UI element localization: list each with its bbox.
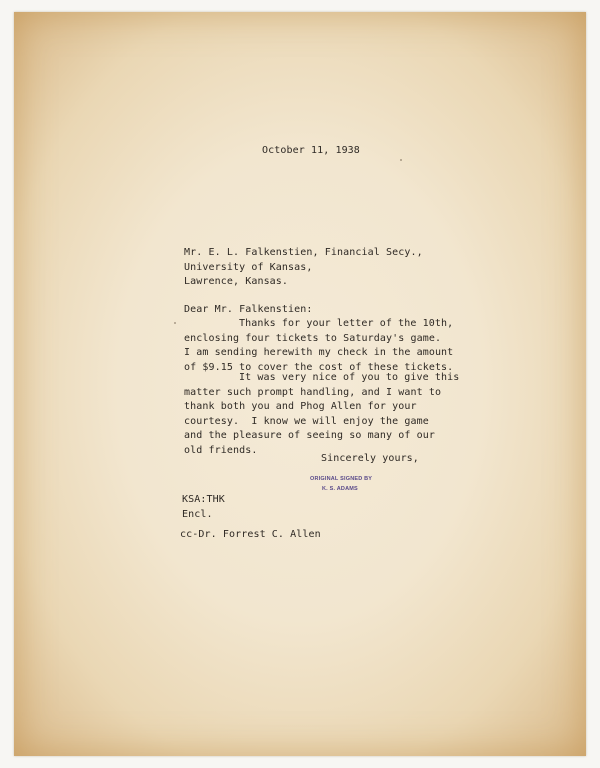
paragraph-line: of $9.15 to cover the cost of these tickets. [184, 361, 454, 373]
paper-speck [400, 159, 402, 161]
address-line: Lawrence, Kansas. [184, 276, 289, 287]
paragraph-line: old friends. [184, 444, 258, 456]
address-line: University of Kansas, [184, 261, 313, 273]
letter-date: October 11, 1938 [262, 145, 360, 156]
paragraph-line: enclosing four tickets to Saturday's game. [184, 332, 442, 344]
reference-initials: KSA:THK [182, 494, 225, 505]
salutation: Dear Mr. Falkenstien: [184, 304, 313, 315]
closing: Sincerely yours, [321, 453, 419, 464]
letter-page [14, 12, 586, 756]
enclosure-note: Encl. [182, 508, 213, 520]
stamp-line: ORIGINAL SIGNED BY [310, 476, 373, 482]
paragraph-line: It was very nice of you to give this [239, 372, 460, 383]
cc-note: cc-Dr. Forrest C. Allen [180, 529, 321, 540]
paragraph-line: and the pleasure of seeing so many of our [184, 430, 435, 441]
address-line: Mr. E. L. Falkenstien, Financial Secy., [184, 247, 423, 258]
paragraph-line: thank both you and Phog Allen for your [184, 401, 417, 412]
paragraph-line: Thanks for your letter of the 10th, [239, 318, 454, 329]
paragraph-line: courtesy. I know we will enjoy the game [184, 415, 429, 427]
stamp-line: K. S. ADAMS [322, 486, 358, 492]
paper-speck [174, 322, 176, 324]
paragraph-line: matter such prompt handling, and I want to [184, 386, 442, 398]
paragraph-line: I am sending herewith my check in the amount [184, 347, 454, 358]
